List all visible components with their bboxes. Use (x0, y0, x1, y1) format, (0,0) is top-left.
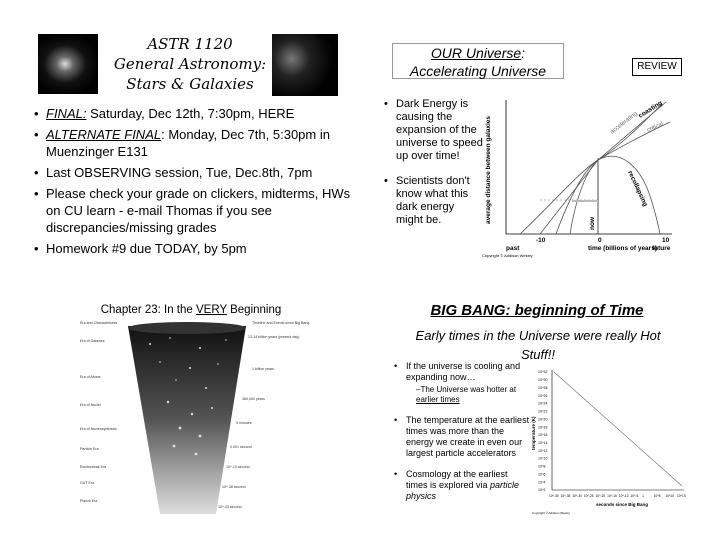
era-label: Era of Atoms (80, 375, 101, 379)
temp-x-tick: 10^15 (677, 494, 686, 498)
temp-x-tick: 10^-40 (549, 494, 559, 498)
coasting-curve (540, 99, 666, 234)
event-label: 380,000 years (242, 397, 265, 401)
title-line-2: General Astronomy: (113, 55, 267, 73)
event-label: 10^-10 second (226, 465, 250, 469)
big-bang-subtitle: Early times in the Universe were really Hot Stuff!! (415, 328, 661, 362)
deep-field-image (272, 34, 338, 96)
era-label: Era of Nuclei (80, 403, 101, 407)
era-label: Era of Galaxies (80, 339, 105, 343)
temp-x-tick: 10^-35 (560, 494, 571, 498)
dark-energy-list (384, 98, 484, 239)
event-label: 13-14 billion years (present day) (248, 335, 300, 339)
course-title (100, 34, 280, 94)
tick-10: 10 (662, 237, 670, 244)
shaded-region (572, 200, 598, 202)
title-line-1: ASTR 1120 (147, 35, 233, 53)
now-label: now (589, 217, 596, 230)
big-bang-title: BIG BANG: beginning of Time (430, 302, 644, 319)
temp-y-tick: 10^4 (538, 480, 546, 485)
temp-y-tick: 10^8 (538, 464, 546, 469)
universe-timeline-diagram (80, 318, 310, 518)
expansion-xlabel: time (billions of years) (588, 245, 657, 252)
event-label: 10^-43 second (218, 505, 242, 509)
temp-y-tick: 10^18 (538, 425, 548, 430)
temperature-bullet: • The temperature at the earliest times was more than the energy we create in even our largest particle accelerators (394, 415, 530, 459)
temp-ylabel: temperature (K) (531, 416, 536, 450)
era-label: Era of Nucleosynthesis (80, 427, 117, 431)
cosmology-bullet: • Cosmology at the earliest times is explored via particle physics (394, 469, 530, 502)
big-bang-list (394, 361, 530, 512)
tick-0: 0 (598, 237, 602, 244)
galaxy-cluster-image (38, 34, 98, 94)
temp-y-tick: 10^24 (538, 401, 548, 406)
expansion-copyright: Copyright © Addison Wesley (482, 253, 533, 258)
temp-y-tick: 10^12 (538, 448, 548, 453)
dark-energy-unknown-bullet: • Scientists don't know what this dark energy might be. (384, 175, 484, 227)
era-label: GUT Era (80, 481, 95, 485)
temperature-chart (530, 368, 690, 516)
era-label: Era and Characteristics (80, 321, 118, 325)
temp-x-tick: 10^-30 (572, 494, 582, 498)
era-label: Particle Era (80, 447, 99, 451)
temp-copyright: Copyright © Addison Wesley (532, 511, 571, 515)
temp-x-tick: 10^-5 (630, 494, 639, 498)
temp-xlabel: seconds since Big Bang (596, 502, 649, 507)
temp-y-tick: 10^20 (538, 417, 548, 422)
temp-y-tick: 10^16 (538, 433, 548, 438)
announcement-list (34, 105, 354, 261)
temp-y-tick: 10^10 (538, 456, 548, 461)
review-button[interactable]: REVIEW (632, 58, 682, 76)
era-label: Electroweak Era (80, 465, 107, 469)
event-label: 1 billion years (252, 367, 274, 371)
temp-x-tick: 10^-25 (583, 494, 594, 498)
label-coasting: coasting (637, 99, 664, 120)
cooling-bullet: • If the universe is cooling and expanding now… – The Universe was hotter at earlier times (394, 361, 530, 405)
temp-y-tick: 10^14 (538, 441, 548, 445)
temp-x-tick: 1 (642, 494, 644, 498)
temp-y-tick: 10^6 (538, 472, 546, 477)
expansion-ylabel: average distance between galaxies (485, 115, 492, 224)
temp-x-tick: 10^-20 (595, 494, 606, 498)
announcement-homework: • Homework #9 due TODAY, by 5pm (34, 240, 354, 257)
event-label: Timeline and Events since Big Bang (252, 321, 310, 325)
temp-y-tick: 10^30 (538, 378, 548, 383)
temp-x-tick: 10^10 (665, 494, 674, 498)
event-label: 3 minutes (236, 421, 252, 425)
future-label: future (652, 245, 671, 252)
temp-x-tick: 10^-10 (618, 494, 629, 498)
tick-minus10: -10 (536, 237, 546, 244)
title-line-3: Stars & Galaxies (126, 75, 254, 93)
temperature-line (554, 372, 682, 486)
cone-top (128, 322, 246, 334)
temp-y-tick: 10^26 (538, 393, 548, 398)
expansion-chart (480, 96, 690, 260)
label-accelerating: accelerating (609, 110, 639, 136)
temp-x-tick: 10^5 (653, 494, 661, 498)
chapter-title: Chapter 23: In the VERY Beginning (100, 304, 282, 316)
event-label: 0.001 second (230, 445, 252, 449)
label-recollapsing: recollapsing (626, 169, 649, 208)
dark-energy-bullet: • Dark Energy is causing the expansion of the universe to speed up over time! (384, 98, 484, 163)
announcement-alt-final: • ALTERNATE FINAL: Monday, Dec 7th, 5:30pm in Muenzinger E131 (34, 126, 354, 160)
announcement-grades: • Please check your grade on clickers, midterms, HWs on CU learn - e-mail Thomas if you see discrepancies/missing grades (34, 185, 354, 236)
era-label: Planck Era (80, 499, 98, 503)
temp-x-tick: 10^-15 (607, 494, 617, 498)
temp-y-tick: 10^32 (538, 370, 548, 375)
recollapsing-curve (570, 156, 660, 234)
our-universe-title: OUR Universe: Accelerating Universe (392, 43, 564, 79)
temp-y-tick: 10^2 (538, 488, 546, 493)
announcement-final: • FINAL: Saturday, Dec 12th, 7:30pm, HERE (34, 105, 354, 122)
hotter-sub-bullet: – The Universe was hotter at earlier times (406, 385, 530, 405)
temp-y-tick: 10^22 (538, 409, 548, 414)
label-critical: critical (646, 121, 665, 134)
past-label: past (506, 245, 520, 252)
temp-y-tick: 10^28 (538, 385, 548, 390)
event-label: 10^-38 second (222, 485, 246, 489)
announcement-observing: • Last OBSERVING session, Tue, Dec.8th, 7pm (34, 164, 354, 181)
